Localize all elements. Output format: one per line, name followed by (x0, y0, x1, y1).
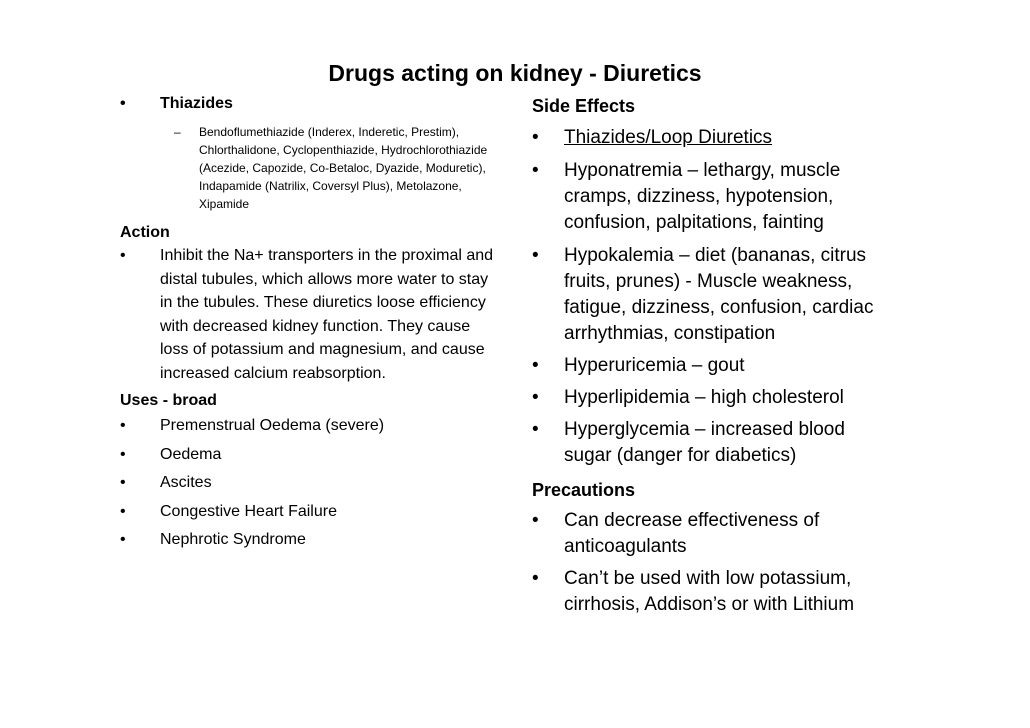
uses-heading: Uses - broad (120, 392, 217, 409)
side-effect-item (532, 353, 1002, 379)
use-label: Premenstrual Oedema (severe) (160, 417, 385, 434)
thiazides-label: Thiazides (160, 95, 233, 112)
bullet: • (532, 510, 539, 531)
uses-item (120, 441, 520, 470)
side-effect-label: Hypokalemia – diet (bananas, citrus fruits, prunes) - Muscle weakness, fatigue, dizziness, confusion, cardiac arrhythmias, constipation (564, 245, 874, 344)
left-column (120, 93, 520, 555)
bullet: • (532, 387, 539, 408)
bullet: • (532, 160, 539, 181)
uses-item (120, 469, 520, 498)
bullet: • (120, 247, 126, 264)
bullet: • (532, 127, 539, 148)
bullet: • (120, 95, 126, 112)
precautions-heading: Precautions (532, 480, 636, 500)
precaution-label: Can’t be used with low potassium, cirrhosis, Addison’s or with Lithium (564, 568, 855, 615)
side-effect-item (532, 417, 884, 469)
precaution-label: Can decrease effectiveness of anticoagulants (564, 510, 820, 557)
bullet: • (532, 245, 539, 266)
side-effects-heading: Side Effects (532, 96, 636, 116)
side-effect-item (532, 125, 1002, 151)
uses-item (120, 412, 520, 441)
bullet: • (532, 419, 539, 440)
side-effect-label: Hyperuricemia – gout (564, 355, 745, 376)
bullet: • (120, 502, 126, 520)
right-column (532, 93, 1002, 618)
bullet: • (120, 474, 126, 491)
uses-item (120, 526, 520, 555)
drug-list-item (120, 123, 499, 213)
bullet: • (532, 355, 539, 376)
side-effect-label: Hyponatremia – lethargy, muscle cramps, dizziness, hypotension, confusion, palpitations, fainting (564, 160, 841, 233)
side-effect-label: Hyperlipidemia – high cholesterol (564, 387, 844, 408)
bullet: • (120, 445, 126, 463)
bullet: • (120, 531, 126, 548)
thiazides-item (120, 93, 520, 115)
action-text: Inhibit the Na+ transporters in the proximal and distal tubules, which allows more water to stay in the tubules. These diuretics loose efficiency with decreased kidney function. They cause loss of potassium and magnesium, and cause increased calcium reabsorption. (160, 247, 494, 382)
bullet: • (120, 417, 126, 434)
slide-title: Drugs acting on kidney - Diuretics (328, 60, 702, 86)
uses-item (120, 498, 520, 527)
use-label: Oedema (160, 445, 222, 463)
use-label: Ascites (160, 474, 212, 491)
action-item (120, 244, 495, 385)
bullet: • (532, 568, 539, 589)
action-heading: Action (120, 224, 170, 241)
drug-list: Bendoflumethiazide (Inderex, Inderetic, Prestim), Chlorthalidone, Cyclopenthiazide, Hydrochlorothiazide (Acezide, Capozide, Co-Betaloc, Dyazide, Moduretic), Indapamide (Natrilix, Coversyl Plus), Metolazone, Xipamide (199, 125, 488, 211)
side-effect-label: Hyperglycemia – increased blood sugar (danger for diabetics) (564, 419, 845, 466)
use-label: Nephrotic Syndrome (160, 531, 306, 548)
side-effect-item (532, 243, 914, 347)
side-effect-item (532, 158, 884, 236)
use-label: Congestive Heart Failure (160, 502, 337, 520)
dash: – (174, 125, 181, 139)
precaution-item (532, 566, 894, 618)
precaution-item (532, 508, 884, 560)
side-effect-label: Thiazides/Loop Diuretics (564, 127, 773, 148)
side-effect-item (532, 385, 1002, 411)
